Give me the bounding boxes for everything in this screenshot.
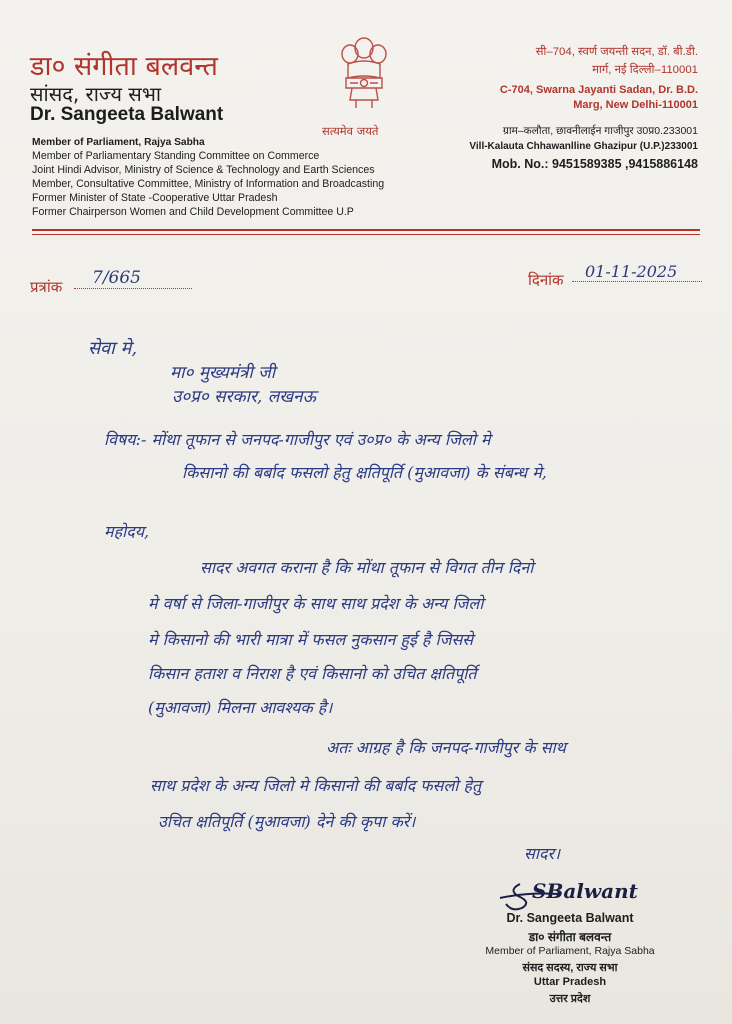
date-value: 01-11-2025: [585, 262, 678, 281]
sender-role: Member, Consultative Committee, Ministry of Information and Broadcasting: [32, 178, 385, 190]
signatory-title-english: Member of Parliament, Rajya Sabha: [485, 945, 655, 957]
village-address-english: Vill-Kalauta Chhawanlline Ghazipur (U.P.)233001: [469, 141, 698, 152]
reference-dotted-line: [74, 288, 192, 289]
delhi-address-hindi: सी–704, स्वर्ण जयन्ती सदन, डॉ. बी.डी.: [535, 46, 698, 58]
body-line: मे वर्षा से जिला-गाजीपुर के साथ साथ प्रदेश के अन्य जिलो: [148, 594, 484, 613]
signatory-title-hindi: संसद सदस्य, राज्य सभा: [522, 962, 618, 974]
reference-label: प्रत्रांक: [30, 278, 63, 296]
body-line: मे किसानो की भारी मात्रा में फसल नुकसान हुई है जिससे: [148, 630, 474, 649]
sender-name-hindi: डा० संगीता बलवन्त: [30, 51, 218, 82]
mobile-numbers: Mob. No.: 9451589385 ,9415886148: [491, 157, 698, 171]
emblem-motto: सत्यमेव जयते: [322, 124, 379, 138]
delhi-address-hindi: मार्ग, नई दिल्ली–110001: [592, 64, 698, 76]
signatory-name-hindi: डा० संगीता बलवन्त: [528, 930, 612, 944]
sender-post-hindi: सांसद, राज्य सभा: [30, 82, 162, 106]
delhi-address-english: C-704, Swarna Jayanti Sadan, Dr. B.D.: [499, 84, 698, 96]
sender-role: Member of Parliament, Rajya Sabha: [32, 137, 205, 148]
greeting: महोदय,: [104, 522, 150, 541]
sender-role: Joint Hindi Advisor, Ministry of Science & Technology and Earth Sciences: [32, 164, 375, 176]
village-address-hindi: ग्राम–कलौता, छावनीलाईन गाजीपुर उ0प्र0.233001: [502, 125, 698, 137]
signatory-state-hindi: उत्तर प्रदेश: [549, 993, 591, 1005]
body-line: किसान हताश व निराश है एवं किसानो को उचित क्षतिपूर्ति: [148, 664, 477, 683]
delhi-address-english: Marg, New Delhi-110001: [573, 99, 698, 111]
subject-line: किसानो की बर्बाद फसलो हेतु क्षतिपूर्ति (मुआवजा) के संबन्ध मे,: [182, 463, 547, 482]
sender-role: Member of Parliamentary Standing Committee on Commerce: [32, 150, 320, 162]
body-line: अतः आग्रह है कि जनपद-गाजीपुर के साथ: [326, 738, 566, 757]
recipient-line: उ०प्र० सरकार, लखनऊ: [172, 387, 316, 407]
salutation-to: सेवा मे,: [88, 338, 138, 359]
ashoka-emblem-icon: [334, 34, 394, 120]
signatory-state-english: Uttar Pradesh: [533, 976, 607, 988]
reference-number: 7/665: [92, 268, 141, 288]
body-line: सादर अवगत कराना है कि मोंथा तूफान से विगत तीन दिनो: [200, 558, 534, 577]
sender-role: Former Chairperson Women and Child Development Committee U.P: [32, 206, 354, 218]
body-line: (मुआवजा) मिलना आवश्यक है।: [148, 698, 333, 717]
handwritten-signature: [498, 874, 648, 914]
subject-line: विषय:- मोंथा तूफान से जनपद-गाजीपुर एवं उ०प्र० के अन्य जिलो मे: [104, 430, 491, 449]
closing-sadar: सादर।: [524, 844, 561, 863]
letterhead-divider: [32, 229, 700, 231]
recipient-line: मा० मुख्यमंत्री जी: [170, 363, 276, 383]
signature-text: SBalwant: [532, 879, 638, 903]
signatory-name-english: Dr. Sangeeta Balwant: [506, 911, 634, 925]
body-line: उचित क्षतिपूर्ति (मुआवजा) देने की कृपा करें।: [158, 812, 416, 831]
sender-role: Former Minister of State -Cooperative Uttar Pradesh: [32, 192, 278, 204]
date-dotted-line: [572, 281, 702, 282]
body-line: साथ प्रदेश के अन्य जिलो मे किसानो की बर्बाद फसलो हेतु: [150, 776, 482, 795]
letterhead-divider: [32, 234, 700, 235]
date-label: दिनांक: [528, 271, 564, 289]
sender-name-english: Dr. Sangeeta Balwant: [30, 104, 224, 125]
